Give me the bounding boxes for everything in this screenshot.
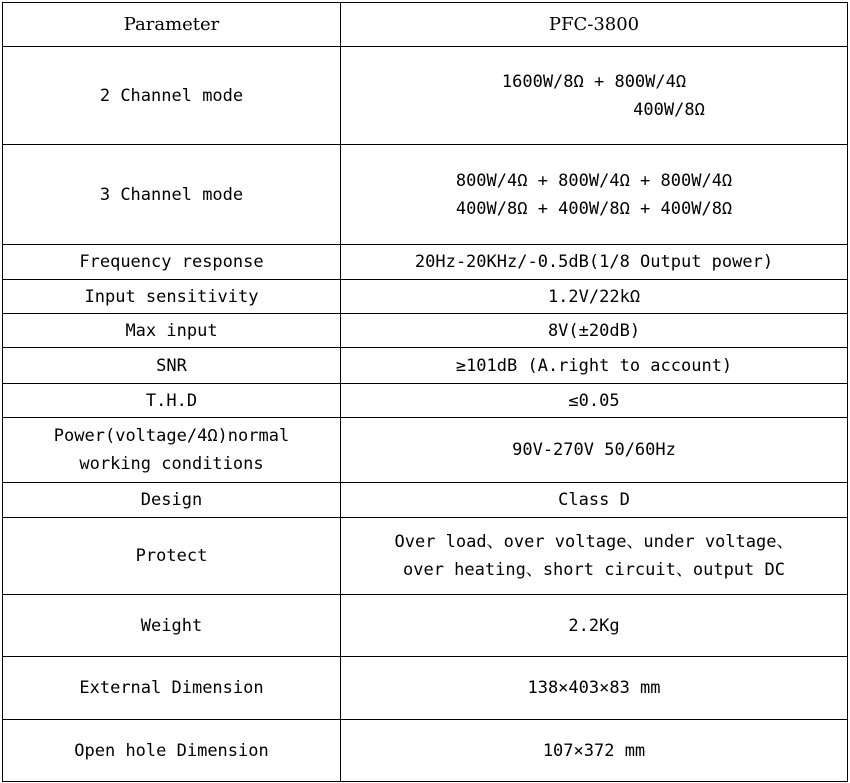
table-row xyxy=(3,145,848,245)
row-label: Weight xyxy=(3,595,341,657)
spec-table xyxy=(2,2,848,782)
table-row xyxy=(3,314,848,348)
table-row xyxy=(3,657,848,720)
row-value-line: 400W/8Ω xyxy=(633,99,705,120)
row-value: ≥101dB (A.right to account) xyxy=(341,348,848,384)
row-value: 2.2Kg xyxy=(341,595,848,657)
table-row xyxy=(3,245,848,280)
row-value: 138×403×83 mm xyxy=(341,657,848,720)
row-value: ≤0.05 xyxy=(341,384,848,418)
row-value-line: 1600W/8Ω + 800W/4Ω xyxy=(501,71,687,92)
table-row xyxy=(3,483,848,518)
row-label: Input sensitivity xyxy=(3,280,341,314)
row-label xyxy=(3,418,341,483)
row-value: 1.2V/22kΩ xyxy=(341,280,848,314)
table-row xyxy=(3,518,848,595)
row-value: Class D xyxy=(341,483,848,518)
row-value xyxy=(341,145,848,245)
table-row xyxy=(3,595,848,657)
table-header-row xyxy=(3,3,848,47)
row-value: 107×372 mm xyxy=(341,720,848,782)
row-value xyxy=(341,518,848,595)
row-value: 90V-270V 50/60Hz xyxy=(341,418,848,483)
row-label-line: working conditions xyxy=(79,454,264,474)
table-row xyxy=(3,47,848,145)
row-label: 2 Channel mode xyxy=(3,47,341,145)
row-label: Open hole Dimension xyxy=(3,720,341,782)
row-label: 3 Channel mode xyxy=(3,145,341,245)
row-value xyxy=(341,47,848,145)
row-value-line: 400W/8Ω + 400W/8Ω + 400W/8Ω xyxy=(455,198,733,219)
row-value-line: 800W/4Ω + 800W/4Ω + 800W/4Ω xyxy=(455,170,733,191)
table-row xyxy=(3,280,848,314)
row-label: SNR xyxy=(3,348,341,384)
row-label: Protect xyxy=(3,518,341,595)
row-value: 8V(±20dB) xyxy=(341,314,848,348)
row-label: T.H.D xyxy=(3,384,341,418)
row-label: Design xyxy=(3,483,341,518)
row-value: 20Hz-20KHz/-0.5dB(1/8 Output power) xyxy=(341,245,848,280)
row-label: Frequency response xyxy=(3,245,341,280)
row-label: Max input xyxy=(3,314,341,348)
header-parameter: Parameter xyxy=(3,3,341,47)
row-value-line: over heating、short circuit、output DC xyxy=(403,560,785,580)
row-value-line: Over load、over voltage、under voltage、 xyxy=(394,532,794,552)
table-row xyxy=(3,348,848,384)
row-label: External Dimension xyxy=(3,657,341,720)
table-row xyxy=(3,720,848,782)
table-row xyxy=(3,384,848,418)
header-model: PFC-3800 xyxy=(341,3,848,47)
row-label-line: Power(voltage/4Ω)normal xyxy=(53,426,290,446)
table-row xyxy=(3,418,848,483)
